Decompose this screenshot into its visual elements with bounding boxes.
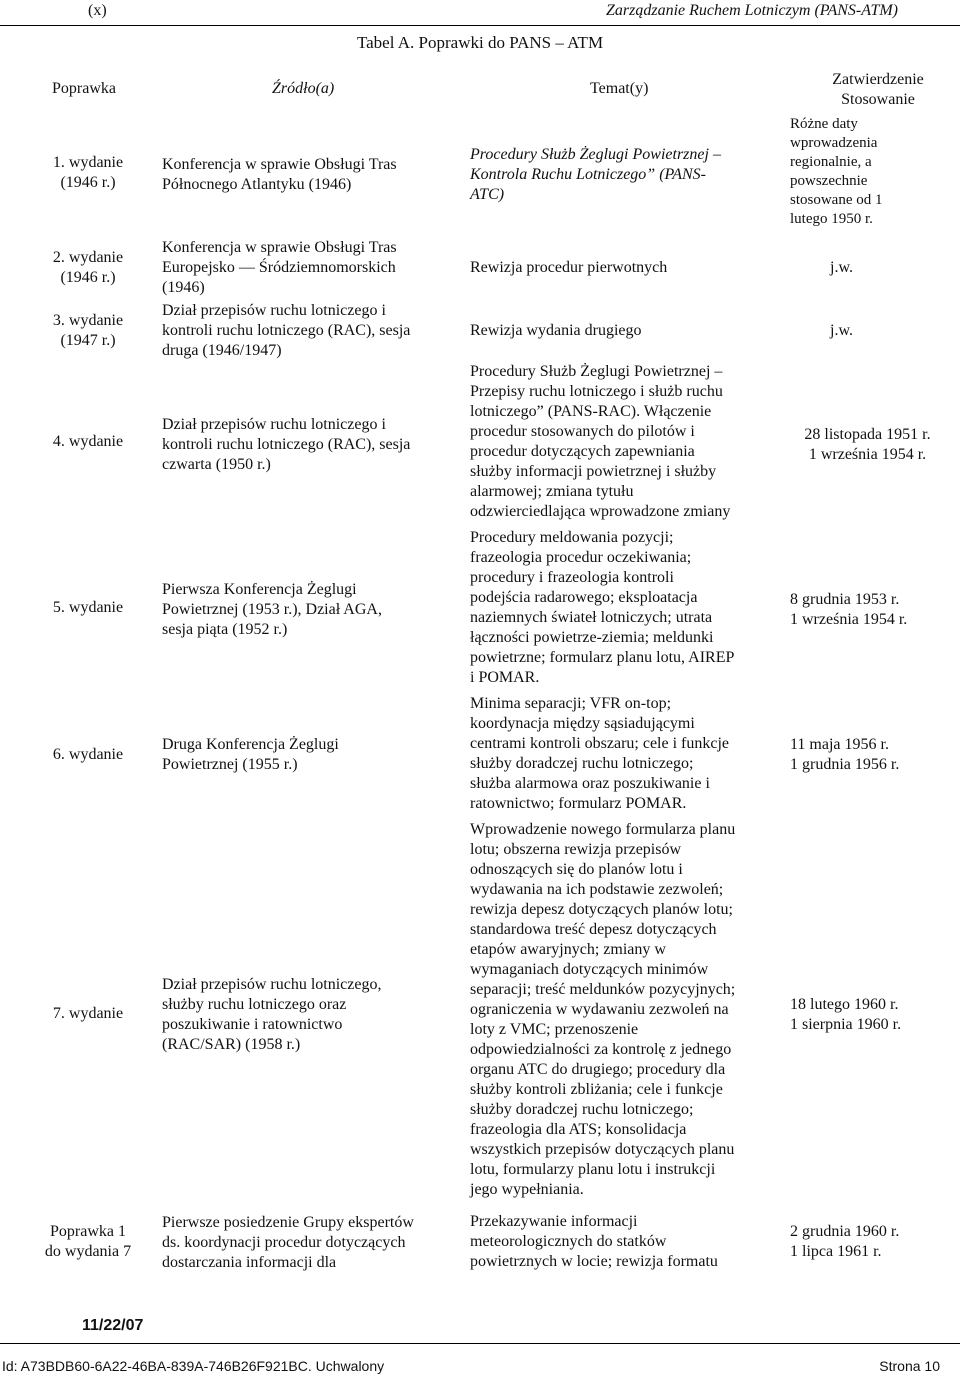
row-7-subject-line: separacji; treść meldunków pozycyjnych; — [470, 981, 736, 998]
row-6-subject-line: centrami kontroli obszaru; cele i funkcje — [470, 735, 730, 752]
row-7-subject-line: jego wypełniania. — [470, 1181, 584, 1198]
row-7-subject-line: służby kontroli zbliżania; cele i funkcje — [470, 1081, 723, 1098]
row-8-subject — [470, 1212, 780, 1272]
row-6-amendment — [28, 745, 148, 765]
row-8-source-line: dostarczania informacji dla — [162, 1254, 337, 1271]
row-1-approved-line: Różne daty — [790, 116, 858, 132]
row-1-subject-line: Kontrola Ruchu Lotniczego” (PANS- — [470, 166, 706, 183]
row-1-subject-line: ATC) — [470, 186, 505, 203]
row-8-source-line: ds. koordynacji procedur dotyczących — [162, 1234, 406, 1251]
row-6-subject-line: służby doradczej ruchu lotniczego; — [470, 755, 694, 772]
row-2-source-line: Konferencja w sprawie Obsługi Tras — [162, 239, 397, 256]
row-5-subject-line: naziemnych świateł lotniczych; utrata — [470, 609, 713, 626]
row-2-approved-line: j.w. — [830, 259, 853, 276]
footer-date: 11/22/07 — [82, 1317, 144, 1334]
row-7-subject-line: odpowiedzialności za kontrolę z jednego — [470, 1041, 732, 1058]
row-6-amendment-line: 6. wydanie — [52, 746, 124, 763]
row-5-subject — [470, 528, 780, 688]
row-6-approved-line: 1 grudnia 1956 r. — [790, 756, 900, 773]
row-2-source-line: (1946) — [162, 279, 205, 296]
row-1-source — [162, 155, 457, 195]
row-5-subject-line: podejścia radarowego; eksploatacja — [470, 589, 698, 606]
row-1-source-line: Konferencja w sprawie Obsługi Tras — [162, 156, 397, 173]
row-5-subject-line: Procedury meldowania pozycji; — [470, 529, 674, 546]
row-7-subject-line: Wprowadzenie nowego formularza planu — [470, 821, 736, 838]
row-1-approved-line: regionalnie, a — [790, 154, 872, 170]
row-6-source-line: Powietrznej (1955 r.) — [162, 756, 298, 773]
row-2-source-line: Europejsko — Śródziemnomorskich — [162, 259, 396, 276]
row-5-amendment-line: 5. wydanie — [52, 599, 124, 616]
row-7-subject-line: lotu, formularzy planu lotu i instrukcji — [470, 1161, 716, 1178]
row-7-subject-line: wszystkich przepisów dotyczących planu — [470, 1141, 735, 1158]
header-left: (x) — [88, 2, 107, 19]
row-6-subject-line: koordynacja między sąsiadującymi — [470, 715, 695, 732]
row-4-source-line: Dział przepisów ruchu lotniczego i — [162, 416, 386, 433]
row-4-subject-line: alarmowej; zmiana tytułu — [470, 483, 634, 500]
row-2-amendment-line: (1946 r.) — [60, 269, 116, 286]
row-6-source-line: Druga Konferencja Żeglugi — [162, 736, 339, 753]
row-3-subject-line: Rewizja wydania drugiego — [470, 322, 642, 339]
row-3-amendment-line: (1947 r.) — [60, 332, 116, 349]
row-4-approved-line: 28 listopada 1951 r. — [804, 426, 931, 443]
row-7-source — [162, 975, 457, 1055]
row-7-subject-line: loty z VMC; przenoszenie — [470, 1021, 639, 1038]
row-1-source-line: Północnego Atlantyku (1946) — [162, 176, 352, 193]
row-4-source-line: czwarta (1950 r.) — [162, 456, 271, 473]
row-3-subject — [470, 321, 780, 341]
row-5-subject-line: i POMAR. — [470, 669, 540, 686]
row-4-subject-line: Procedury Służb Żeglugi Powietrznej – — [470, 363, 723, 380]
row-7-subject-line: służby doradczej ruchu lotniczego; — [470, 1101, 694, 1118]
column-header-subject: Temat(y) — [590, 80, 649, 97]
header-rule — [0, 25, 960, 26]
row-6-subject-line: ratownictwo; formularz POMAR. — [470, 795, 687, 812]
row-8-subject-line: powietrznych w locie; rewizja formatu — [470, 1253, 718, 1270]
row-3-source-line: druga (1946/1947) — [162, 342, 282, 359]
row-4-subject-line: Przepisy ruchu lotniczego i służb ruchu — [470, 383, 723, 400]
row-8-source — [162, 1213, 457, 1273]
row-1-amendment-line: (1946 r.) — [60, 174, 116, 191]
row-1-approved-line: powszechnie — [790, 173, 868, 189]
row-5-amendment — [28, 598, 148, 618]
row-6-approved-line: 11 maja 1956 r. — [790, 736, 889, 753]
row-7-subject-line: rewizja depesz dotyczących planów lotu; — [470, 901, 733, 918]
row-4-subject-line: lotniczego” (PANS-RAC). Włączenie — [470, 403, 712, 420]
row-6-subject-line: Minima separacji; VFR on-top; — [470, 695, 672, 712]
row-7-subject-line: organu ATC do drugiego; procedury dla — [470, 1061, 726, 1078]
column-header-approved-line1: Zatwierdzenie — [832, 71, 924, 88]
row-4-subject-line: procedur dotyczących zapewniania — [470, 443, 695, 460]
row-1-approved-line: lutego 1950 r. — [790, 211, 873, 227]
row-8-amendment-line: do wydania 7 — [44, 1243, 132, 1260]
row-4-subject-line: odzwierciedlająca wprowadzone zmiany — [470, 503, 731, 520]
header-right-title: Zarządzanie Ruchem Lotniczym (PANS-ATM) — [606, 2, 898, 19]
row-1-amendment — [28, 153, 148, 193]
row-2-approved — [830, 258, 960, 278]
column-header-approved — [793, 70, 960, 110]
row-7-subject-line: lotu; obszerna rewizja przepisów — [470, 841, 682, 858]
row-7-amendment — [28, 1004, 148, 1024]
row-2-subject-line: Rewizja procedur pierwotnych — [470, 259, 668, 276]
row-1-subject — [470, 145, 780, 205]
row-7-subject-line: wymaganiach dotyczących minimów — [470, 961, 709, 978]
row-2-source — [162, 238, 457, 298]
row-8-approved-line: 1 lipca 1961 r. — [790, 1243, 882, 1260]
column-header-amendment: Poprawka — [52, 80, 116, 97]
row-6-subject — [470, 694, 780, 814]
row-1-subject-line: Procedury Służb Żeglugi Powietrznej – — [470, 146, 721, 163]
row-4-subject-line: procedur stosowanych do pilotów i — [470, 423, 695, 440]
row-4-subject-line: służby informacji powietrznej i służby — [470, 463, 717, 480]
row-2-subject — [470, 258, 780, 278]
row-5-subject-line: łączności powietrze-ziemia; meldunki — [470, 629, 714, 646]
table-title: Tabel A. Poprawki do PANS – ATM — [356, 33, 604, 52]
row-5-approved-line: 1 września 1954 r. — [790, 611, 908, 628]
row-7-subject-line: wydawania na ich podstawie zezwoleń; — [470, 881, 724, 898]
row-8-subject-line: Przekazywanie informacji — [470, 1213, 638, 1230]
row-4-subject — [470, 362, 780, 522]
footer-rule — [0, 1343, 960, 1344]
row-7-approved-line: 18 lutego 1960 r. — [790, 996, 899, 1013]
row-3-approved-line: j.w. — [830, 322, 853, 339]
row-4-source-line: kontroli ruchu lotniczego (RAC), sesja — [162, 436, 411, 453]
row-7-subject-line: frazeologia dla ATS; konsolidacja — [470, 1121, 687, 1138]
row-3-source-line: Dział przepisów ruchu lotniczego i — [162, 302, 386, 319]
row-5-source-line: Pierwsza Konferencja Żeglugi — [162, 581, 357, 598]
row-7-subject-line: ograniczenia w wydawaniu zezwoleń na — [470, 1001, 729, 1018]
row-1-approved-line: stosowane od 1 — [790, 192, 883, 208]
row-7-subject-line: etapów awaryjnych; zmiany w — [470, 941, 666, 958]
column-header-approved-line2: Stosowanie — [841, 91, 915, 108]
row-6-subject-line: służba alarmowa oraz poszukiwanie i — [470, 775, 710, 792]
row-3-approved — [830, 321, 960, 341]
row-6-approved — [790, 735, 960, 775]
row-4-source — [162, 415, 457, 475]
row-7-subject-line: standardowa treść depesz dotyczących — [470, 921, 717, 938]
row-7-approved-line: 1 sierpnia 1960 r. — [790, 1016, 902, 1033]
row-7-amendment-line: 7. wydanie — [52, 1005, 124, 1022]
row-5-subject-line: frazeologia procedur oczekiwania; — [470, 549, 692, 566]
row-3-amendment — [28, 311, 148, 351]
row-7-approved — [790, 995, 960, 1035]
row-3-amendment-line: 3. wydanie — [52, 312, 124, 329]
row-7-subject — [470, 820, 780, 1200]
row-6-source — [162, 735, 457, 775]
row-5-subject-line: powietrzne; formularz planu lotu, AIREP — [470, 649, 735, 666]
row-3-source — [162, 301, 457, 361]
row-4-approved-line: 1 września 1954 r. — [808, 446, 927, 463]
row-7-source-line: (RAC/SAR) (1958 r.) — [162, 1036, 301, 1053]
row-8-approved-line: 2 grudnia 1960 r. — [790, 1223, 900, 1240]
row-4-amendment — [28, 432, 148, 452]
row-1-approved — [790, 115, 960, 229]
row-1-amendment-line: 1. wydanie — [52, 154, 124, 171]
row-2-amendment — [28, 248, 148, 288]
row-5-approved-line: 8 grudnia 1953 r. — [790, 591, 900, 608]
row-5-source-line: Powietrznej (1953 r.), Dział AGA, — [162, 601, 382, 618]
row-1-approved-line: wprowadzenia — [790, 135, 878, 151]
row-8-approved — [790, 1222, 960, 1262]
row-7-source-line: Dział przepisów ruchu lotniczego, — [162, 976, 382, 993]
row-5-source — [162, 580, 457, 640]
row-5-subject-line: procedury i frazeologia kontroli — [470, 569, 674, 586]
row-2-amendment-line: 2. wydanie — [52, 249, 124, 266]
row-3-source-line: kontroli ruchu lotniczego (RAC), sesja — [162, 322, 411, 339]
row-7-source-line: służby ruchu lotniczego oraz — [162, 996, 347, 1013]
row-5-approved — [790, 590, 960, 630]
row-8-subject-line: meteorologicznych do statków — [470, 1233, 667, 1250]
footer-document-id: Id: A73BDB60-6A22-46BA-839A-746B26F921BC. Uchwalony — [2, 1358, 385, 1374]
row-7-source-line: poszukiwanie i ratownictwo — [162, 1016, 343, 1033]
row-7-subject-line: odnoszących się do planów lotu i — [470, 861, 683, 878]
row-4-approved — [780, 425, 955, 465]
column-header-source: Źródło(a) — [272, 80, 335, 97]
row-4-amendment-line: 4. wydanie — [52, 433, 124, 450]
row-5-source-line: sesja piąta (1952 r.) — [162, 621, 288, 638]
footer-page-number: Strona 10 — [879, 1358, 940, 1374]
row-8-source-line: Pierwsze posiedzenie Grupy ekspertów — [162, 1214, 414, 1231]
row-8-amendment — [28, 1222, 148, 1262]
row-8-amendment-line: Poprawka 1 — [50, 1223, 126, 1240]
